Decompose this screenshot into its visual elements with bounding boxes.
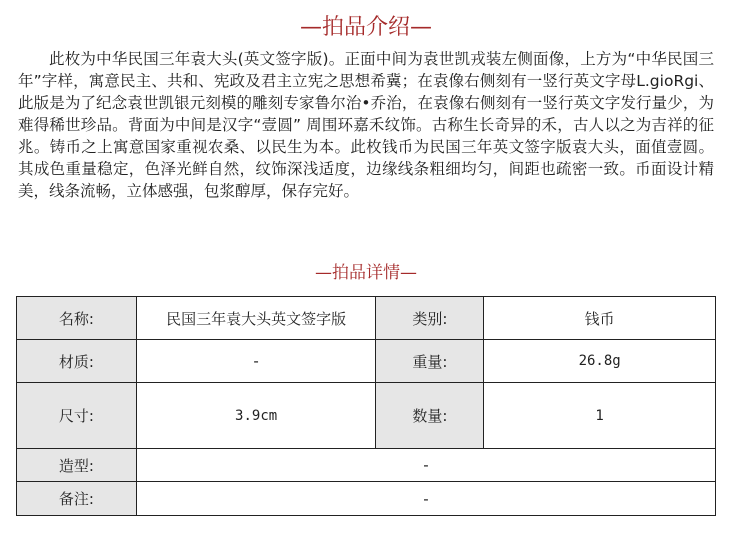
- remark-label: 备注:: [17, 482, 137, 516]
- details-table: [16, 296, 716, 516]
- remark-value: -: [136, 482, 715, 516]
- category-label: 类别:: [376, 297, 484, 340]
- category-value: 钱币: [484, 297, 716, 340]
- table-row: [17, 383, 716, 449]
- table-row: [17, 482, 716, 516]
- weight-value: 26.8g: [484, 340, 716, 383]
- name-value: 民国三年袁大头英文签字版: [136, 297, 376, 340]
- table-row: [17, 297, 716, 340]
- shape-value: -: [136, 449, 715, 482]
- weight-label: 重量:: [376, 340, 484, 383]
- table-row: [17, 340, 716, 383]
- size-label: 尺寸:: [17, 383, 137, 449]
- quantity-label: 数量:: [376, 383, 484, 449]
- name-label: 名称:: [17, 297, 137, 340]
- intro-section-title: —拍品介绍—: [299, 15, 432, 40]
- material-label: 材质:: [17, 340, 137, 383]
- size-value: 3.9cm: [136, 383, 376, 449]
- table-row: [17, 449, 716, 482]
- details-section-title: —拍品详情—: [315, 263, 417, 283]
- shape-label: 造型:: [17, 449, 137, 482]
- material-value: -: [136, 340, 376, 383]
- quantity-value: 1: [484, 383, 716, 449]
- intro-paragraph: 此枚为中华民国三年袁大头(英文签字版)。正面中间为袁世凯戎装左侧面像，上方为“中华民国三年”字样，寓意民主、共和、宪政及君主立宪之思想希冀；在袁像右侧刻有一竖行英文字母L.gioRgi、此版是为了纪念袁世凯银元刻模的雕刻专家鲁尔治•乔治，在袁像右侧刻有一竖行英文字发行量少，为难得稀世珍品。背面为中间是汉字“壹圆” 周围环嘉禾纹饰。古称生长奇异的禾，古人以之为吉祥的征兆。铸币之上寓意国家重视农桑、以民生为本。此枚钱币为民国三年英文签字版袁大头，面值壹圆。其成色重量稳定，色泽光鲜自然，纹饰深浅适度，边缘线条粗细均匀，间距也疏密一致。币面设计精美，线条流畅，立体感强，包浆醇厚，保存完好。: [18, 50, 714, 200]
